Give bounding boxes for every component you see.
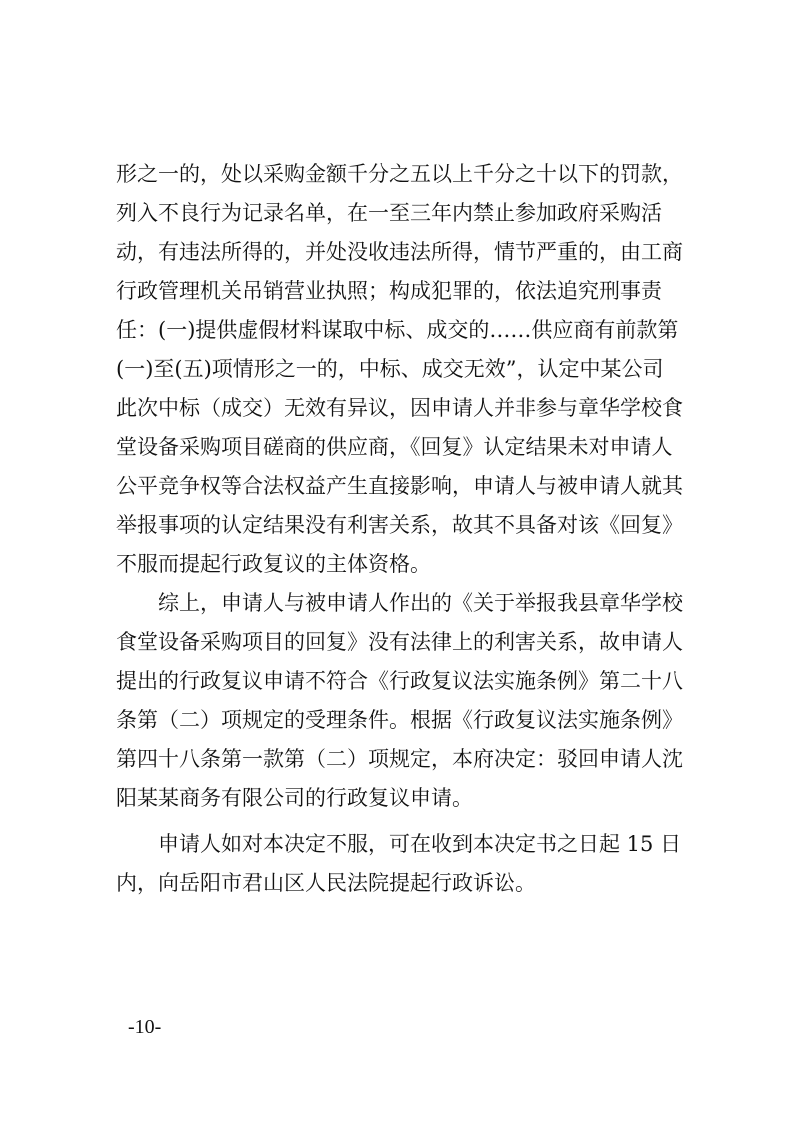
text-line: 第四十八条第一款第（二）项规定，本府决定：驳回申请人沈 — [116, 747, 683, 771]
text-line: 提出的行政复议申请不符合《行政复议法实施条例》第二十八 — [116, 669, 683, 693]
text-line: 申请人如对本决定不服，可在收到本决定书之日起 15 日 — [116, 832, 682, 856]
text-line: 举报事项的认定结果没有利害关系，故其不具备对该《回复》 — [116, 513, 683, 537]
text-line: 不服而提起行政复议的主体资格。 — [116, 552, 431, 576]
text-line: 阳某某商务有限公司的行政复议申请。 — [116, 786, 473, 810]
page-number: -10- — [128, 1016, 162, 1038]
text-line: 堂设备采购项目磋商的供应商，《回复》认定结果未对申请人 — [116, 435, 673, 459]
text-line: 动，有违法所得的，并处没收违法所得，情节严重的，由工商 — [116, 240, 683, 264]
text-line: (一)至(五)项情形之一的，中标、成交无效”，认定中某公司 — [116, 357, 664, 381]
text-line: 条第（二）项规定的受理条件。根据《行政复议法实施条例》 — [116, 708, 683, 732]
text-line: 此次中标（成交）无效有异议，因申请人并非参与章华学校食 — [116, 396, 683, 420]
text-line: 内，向岳阳市君山区人民法院提起行政诉讼。 — [116, 871, 536, 895]
text-line: 任：(一)提供虚假材料谋取中标、成交的……供应商有前款第 — [116, 318, 679, 342]
text-line: 列入不良行为记录名单，在一至三年内禁止参加政府采购活 — [116, 201, 662, 225]
text-line: 食堂设备采购项目的回复》没有法律上的利害关系，故申请人 — [116, 630, 683, 654]
text-line: 行政管理机关吊销营业执照；构成犯罪的，依法追究刑事责 — [116, 279, 662, 303]
text-line: 形之一的，处以采购金额千分之五以上千分之十以下的罚款， — [116, 162, 683, 186]
text-line: 公平竞争权等合法权益产生直接影响，申请人与被申请人就其 — [116, 474, 683, 498]
text-line: 综上，申请人与被申请人作出的《关于举报我县章华学校 — [116, 591, 683, 615]
